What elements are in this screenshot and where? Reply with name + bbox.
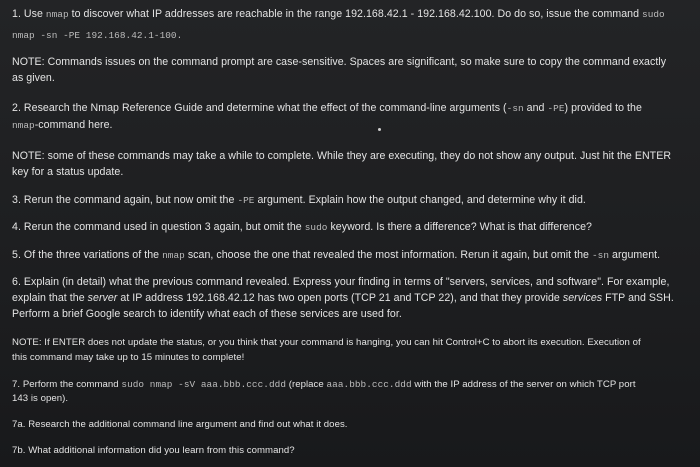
text: explain that the <box>12 292 88 304</box>
text: with the IP address of the server on which TCP port <box>411 379 636 390</box>
text: -command here. <box>34 119 113 131</box>
text: (replace <box>286 379 327 390</box>
code-pe: -PE <box>547 103 565 114</box>
italic-server: server <box>87 292 118 304</box>
code-nmap: nmap <box>162 250 185 261</box>
italic-services: services <box>562 292 603 304</box>
text: argument. Explain how the output changed, and determine why it did. <box>254 194 586 206</box>
text: keyword. Is there a difference? What is that difference? <box>327 221 592 233</box>
code-sudo: sudo <box>304 222 328 233</box>
text: ) provided to the <box>564 102 642 114</box>
note-2-line-2: key for a status update. <box>12 166 124 178</box>
note-3-line-1: NOTE: If ENTER does not update the status, or you think that your command is hanging, you can hit Control+C to abort its execution. Execution of <box>12 337 641 348</box>
code-nmap: nmap <box>12 120 35 131</box>
text: at IP address 192.168.42.12 has two open ports (TCP 21 and TCP 22), and that they provide <box>117 292 563 304</box>
text: argument. <box>609 249 661 261</box>
code-pe: -PE <box>237 195 255 206</box>
text: 5. Of the three variations of the <box>12 249 163 261</box>
question-1-command: nmap -sn -PE 192.168.42.1-100. <box>12 30 183 41</box>
question-4 <box>12 221 592 234</box>
question-6-line-2 <box>12 292 674 305</box>
note-3-line-2: this command may take up to 15 minutes to complete! <box>12 352 245 363</box>
question-6-line-1: 6. Explain (in detail) what the previous command revealed. Express your finding in terms of "servers, services, and software". For example, <box>12 276 670 288</box>
question-3 <box>12 194 586 207</box>
text: 7. Perform the command <box>12 379 122 390</box>
text: scan, choose the one that revealed the most information. Rerun it again, but omit the <box>184 249 592 261</box>
question-7a: 7a. Research the additional command line argument and find out what it does. <box>12 419 348 430</box>
code-nmap: nmap <box>45 9 69 20</box>
note-2-line-1: NOTE: some of these commands may take a while to complete. While they are executing, they do not show any output. Just hit the ENTER <box>12 150 672 162</box>
question-6-line-3: Perform a brief Google search to identify what each of these services are used for. <box>12 308 402 320</box>
text: and <box>523 102 548 114</box>
note-1-line-2: as given. <box>12 72 55 84</box>
question-7b: 7b. What additional information did you learn from this command? <box>12 445 295 456</box>
code-sn: -sn <box>591 250 610 261</box>
text: FTP and SSH. <box>602 292 674 304</box>
text: 2. Research the Nmap Reference Guide and determine what the effect of the command-line arguments ( <box>12 102 507 114</box>
code-sn: -sn <box>506 103 524 114</box>
stray-dot <box>378 128 381 131</box>
question-2-line-1 <box>12 102 642 115</box>
text: 3. Rerun the command again, but now omit the <box>12 194 238 206</box>
text: to discover what IP addresses are reachable in the range 192.168.42.1 - 192.168.42.100. Do do so, issue the command <box>68 8 643 20</box>
question-2-line-2 <box>12 119 113 132</box>
text: 1. Use <box>12 8 46 20</box>
question-5 <box>12 249 660 262</box>
question-7-line-2: 143 is open). <box>12 393 69 404</box>
question-1-line-1 <box>12 8 665 21</box>
code-sudo: sudo <box>642 9 665 20</box>
code-placeholder: aaa.bbb.ccc.ddd <box>326 379 412 390</box>
code-command: sudo nmap -sV aaa.bbb.ccc.ddd <box>121 379 286 390</box>
text: 4. Rerun the command used in question 3 again, but omit the <box>12 221 305 233</box>
note-1-line-1: NOTE: Commands issues on the command prompt are case-sensitive. Spaces are significant, so make sure to copy the command exactly <box>12 56 667 68</box>
question-7-line-1 <box>12 378 636 391</box>
